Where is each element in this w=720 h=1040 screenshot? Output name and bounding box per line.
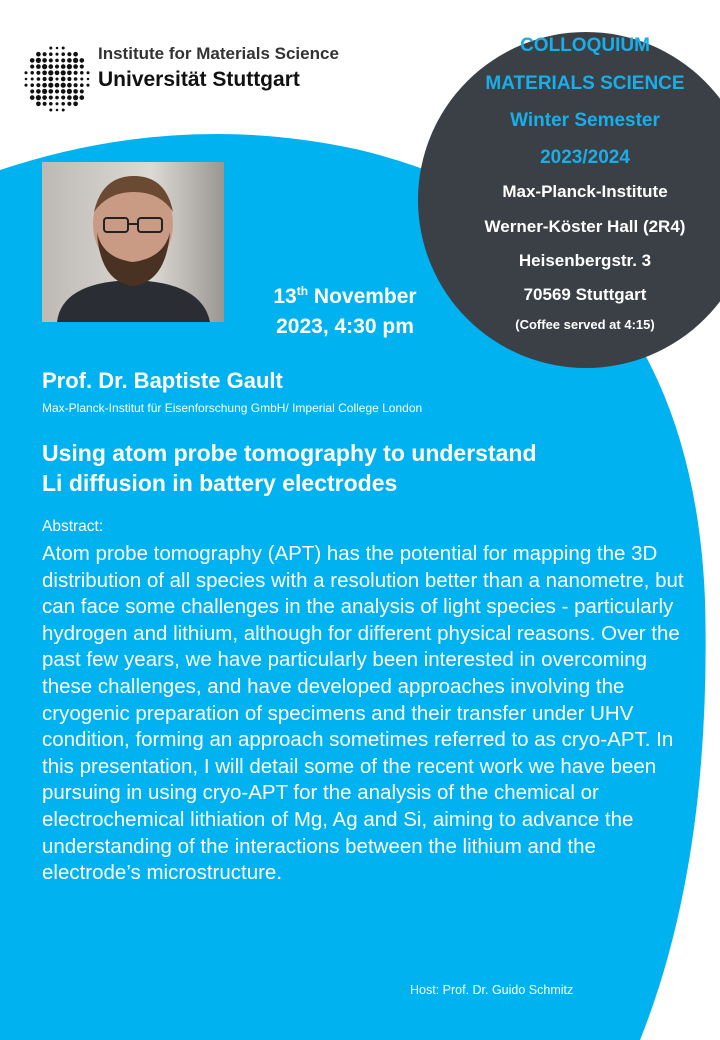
logo-dot bbox=[73, 58, 78, 63]
abstract-text: Atom probe tomography (APT) has the potential for mapping the 3D distribution of all species with a resolution better than a nanometre, but can face some challenges in the analysis of light species - particularly hydrogen and lithium, although for different physical reasons. Over the past few years, we have particularly been interested in overcoming these challenges, and have developed approaches involving the cryogenic preparation of specimens and their transfer under UHV condition, forming an approach sometimes referred to as cryo-APT. In this presentation, I will detail some of the recent work we have been pursuing in using cryo-APT for the analysis of the chemical or electrochemical lithiation of Mg, Ag and Si, aiming to advance the understanding of the interactions between the lithium and the electrode’s microstructure. bbox=[42, 542, 684, 885]
logo-dot bbox=[61, 102, 65, 106]
logo-dot bbox=[62, 46, 65, 49]
logo-dot bbox=[56, 109, 59, 112]
logo-dot bbox=[74, 71, 78, 75]
logo-dot bbox=[55, 70, 60, 75]
host: Host: Prof. Dr. Guido Schmitz bbox=[410, 983, 574, 997]
logo-dot bbox=[61, 64, 66, 69]
talk-title-line1: Using atom probe tomography to understand bbox=[42, 440, 537, 466]
logo-dot bbox=[74, 77, 78, 81]
logo-dot bbox=[73, 89, 78, 94]
logo-dot bbox=[49, 102, 53, 106]
venue: Max-Planck-Institute bbox=[502, 182, 668, 201]
logo-dot bbox=[36, 71, 40, 75]
logo-dot bbox=[43, 77, 47, 81]
logo-dot bbox=[61, 70, 66, 75]
event-day-suffix: th bbox=[296, 284, 309, 298]
logo-dot bbox=[67, 58, 72, 63]
logo-dot bbox=[36, 52, 41, 57]
logo-dot bbox=[48, 89, 53, 94]
logo-dot bbox=[61, 96, 65, 100]
logo-dot bbox=[67, 102, 71, 106]
logo-dot bbox=[61, 52, 65, 56]
logo-dot bbox=[49, 96, 53, 100]
semester: Winter Semester bbox=[510, 110, 660, 131]
logo-dot bbox=[80, 77, 83, 80]
logo-dot bbox=[42, 89, 47, 94]
logo-dot bbox=[36, 95, 41, 100]
logo-dot bbox=[25, 78, 28, 81]
logo-dot bbox=[74, 83, 78, 87]
logo-dot bbox=[36, 64, 41, 69]
logo-dot bbox=[48, 77, 53, 82]
speaker-affiliation: Max-Planck-Institut für Eisenforschung GmbH/ Imperial College London bbox=[42, 401, 423, 415]
logo-dot bbox=[55, 89, 59, 93]
coffee-note: (Coffee served at 4:15) bbox=[515, 317, 655, 332]
logo-dot bbox=[86, 84, 89, 87]
logo-dot bbox=[73, 101, 78, 106]
logo-dot bbox=[43, 52, 47, 56]
colloquium-line2: MATERIALS SCIENCE bbox=[485, 73, 685, 94]
speaker-name: Prof. Dr. Baptiste Gault bbox=[42, 368, 283, 393]
logo-dot bbox=[55, 96, 59, 100]
logo-dot bbox=[80, 89, 84, 93]
city: 70569 Stuttgart bbox=[523, 285, 647, 304]
logo-dot bbox=[49, 46, 52, 49]
street: Heisenbergstr. 3 bbox=[518, 251, 652, 270]
logo-dot bbox=[87, 78, 90, 81]
logo-dot bbox=[67, 77, 71, 81]
logo-dot bbox=[67, 64, 72, 69]
logo-dot bbox=[36, 101, 41, 106]
event-month: November bbox=[313, 285, 417, 308]
logo-dot bbox=[30, 71, 34, 75]
logo-dot bbox=[42, 83, 47, 88]
logo-dot bbox=[30, 58, 35, 63]
logo-dot bbox=[67, 52, 71, 56]
logo-dot bbox=[55, 77, 58, 80]
logo-dot bbox=[24, 71, 27, 74]
logo-dot bbox=[42, 95, 47, 100]
logo-dot bbox=[62, 108, 65, 111]
logo-dot bbox=[36, 89, 41, 94]
logo-dot bbox=[49, 108, 52, 111]
talk-title bbox=[42, 438, 682, 498]
logo-dot bbox=[67, 95, 72, 100]
logo-dot bbox=[73, 64, 78, 69]
logo-dot bbox=[61, 89, 66, 94]
logo-dot bbox=[79, 95, 84, 100]
event-day: 13 bbox=[273, 285, 297, 308]
logo-dot bbox=[30, 95, 35, 100]
logo-dot bbox=[86, 71, 89, 74]
institute-name: Institute for Materials Science bbox=[98, 44, 339, 63]
logo-dot bbox=[73, 95, 78, 100]
logo-dot bbox=[42, 64, 47, 69]
logo-dot bbox=[24, 84, 27, 87]
logo-dot bbox=[80, 65, 84, 69]
logo-dot bbox=[43, 102, 47, 106]
logo-dot bbox=[37, 77, 41, 81]
logo-dot bbox=[79, 58, 84, 63]
logo-dot bbox=[61, 83, 66, 88]
logo-dot bbox=[49, 58, 53, 62]
logo-dot bbox=[49, 52, 53, 56]
event-date bbox=[250, 282, 440, 342]
logo-dot bbox=[55, 83, 60, 88]
semester-year: 2023/2024 bbox=[540, 147, 630, 168]
logo-dot bbox=[73, 52, 78, 57]
logo-dot bbox=[48, 70, 53, 75]
abstract-label: Abstract: bbox=[42, 518, 104, 535]
logo-dot bbox=[55, 53, 58, 56]
talk-title-line2: Li diffusion in battery electrodes bbox=[42, 470, 398, 496]
hall: Werner-Köster Hall (2R4) bbox=[484, 217, 686, 236]
logo-dot bbox=[30, 65, 34, 69]
logo-dot bbox=[55, 65, 59, 69]
logo-dot bbox=[67, 89, 72, 94]
logo-dot bbox=[56, 47, 59, 50]
logo-dot bbox=[67, 83, 72, 88]
logo-dot bbox=[61, 77, 66, 82]
logo-dot bbox=[48, 83, 53, 88]
speaker-photo bbox=[42, 162, 224, 322]
logo-dot bbox=[36, 83, 40, 87]
event-time: 2023, 4:30 pm bbox=[276, 315, 414, 338]
logo-dot bbox=[67, 70, 72, 75]
logo-dot bbox=[30, 83, 34, 87]
logo-dot bbox=[80, 83, 84, 87]
logo-dot bbox=[55, 102, 58, 105]
logo-dot bbox=[80, 71, 84, 75]
university-logo bbox=[22, 44, 92, 114]
logo-dot bbox=[42, 58, 47, 63]
logo-dot bbox=[48, 64, 53, 69]
colloquium-line1: COLLOQUIUM bbox=[520, 35, 650, 56]
university-name: Universität Stuttgart bbox=[98, 68, 300, 91]
logo-dot bbox=[55, 59, 59, 63]
logo-dot bbox=[36, 58, 41, 63]
logo-dot bbox=[61, 58, 65, 62]
logo-dot bbox=[42, 70, 47, 75]
logo-dot bbox=[30, 89, 34, 93]
logo-dot bbox=[31, 77, 34, 80]
